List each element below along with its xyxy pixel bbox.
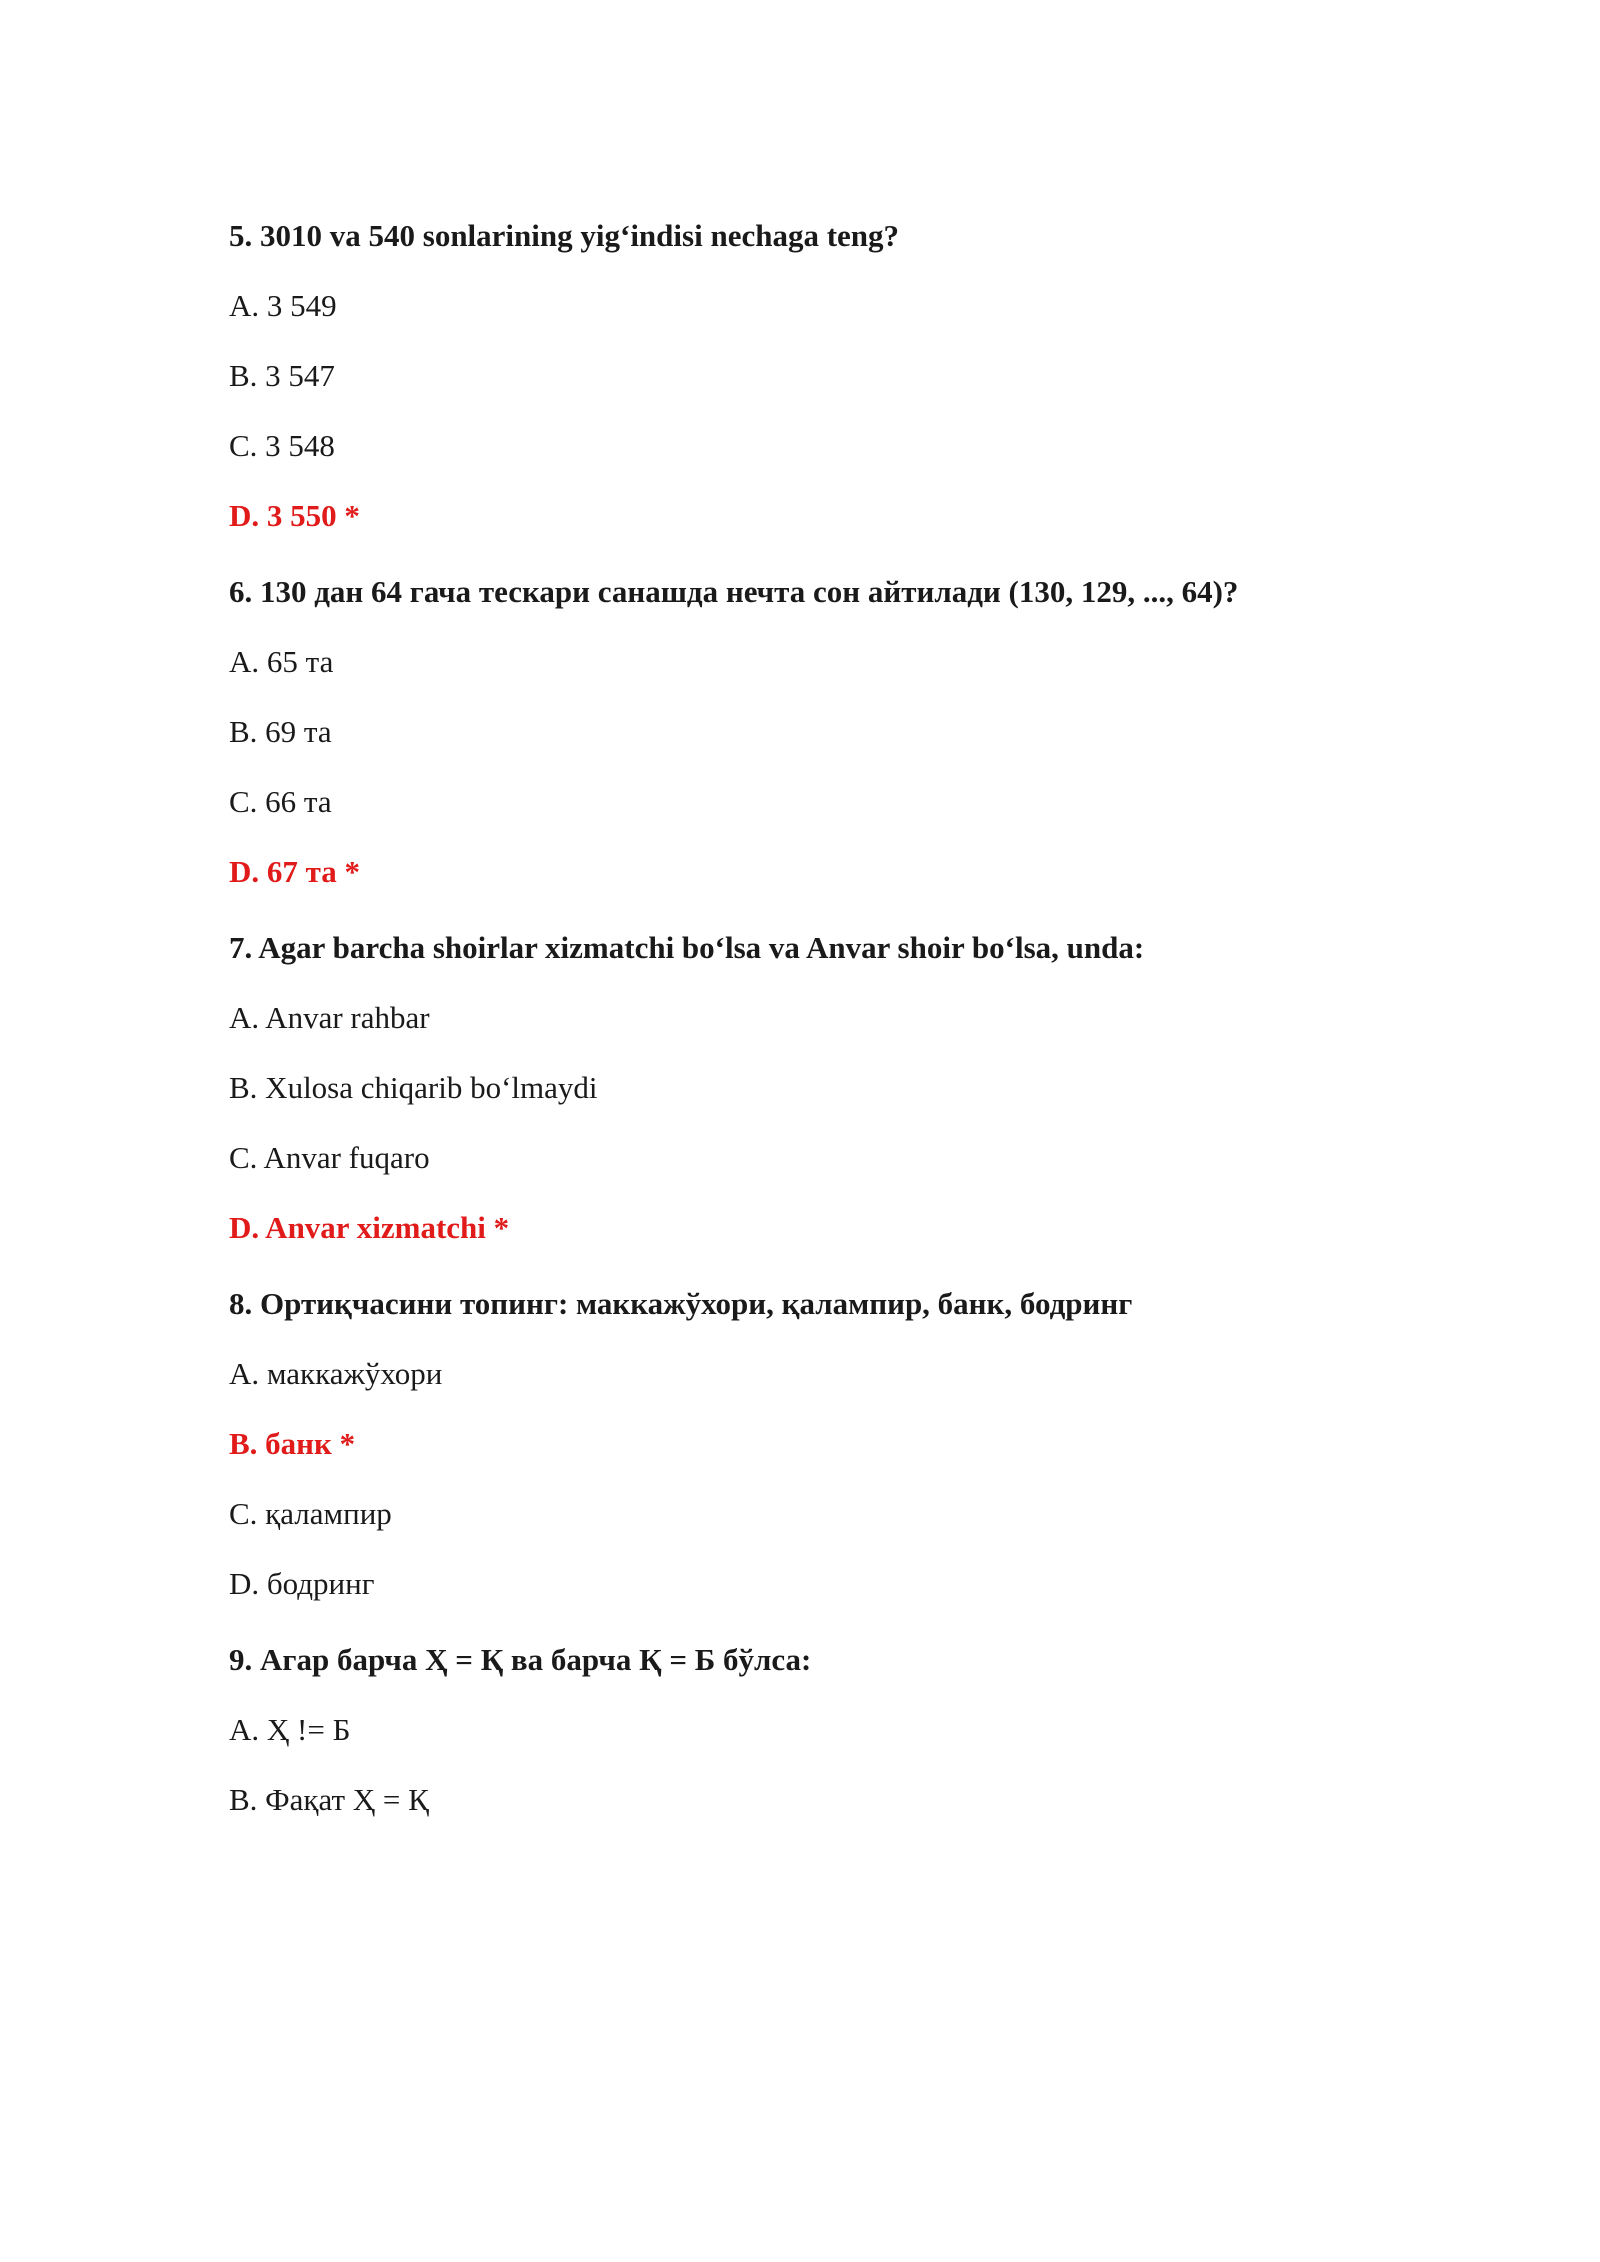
correct-answer-option-d: D. Anvar xizmatchi *	[229, 1210, 510, 1245]
answer-option-b: B. Xulosa chiqarib bo‘lmaydi	[229, 1070, 598, 1105]
answer-option-c: C. 66 та	[229, 784, 332, 819]
answer-option-b: B. 69 та	[229, 714, 332, 749]
question-9	[229, 1642, 1429, 1818]
answer-option-b: B. Фақат Ҳ = Қ	[229, 1782, 429, 1817]
answer-option-a: A. 65 та	[229, 644, 334, 679]
question-7	[229, 930, 1429, 1246]
answer-option-a: A. Ҳ != Б	[229, 1712, 351, 1747]
answer-option-a: A. 3 549	[229, 288, 337, 323]
answer-option-c: C. қалампир	[229, 1496, 392, 1531]
correct-answer-option-d: D. 67 та *	[229, 854, 360, 889]
answer-option-a: A. Anvar rahbar	[229, 1000, 430, 1035]
question-8	[229, 1286, 1429, 1602]
correct-answer-option-b: B. банк *	[229, 1426, 356, 1461]
answer-option-a: A. маккажўхори	[229, 1356, 443, 1391]
question-5	[229, 218, 1429, 534]
question-title: 6. 130 дан 64 гача тескари санашда нечта сон айтилади (130, 129, ..., 64)?	[229, 574, 1239, 609]
question-title: 8. Ортиқчасини топинг: маккажўхори, қалампир, банк, бодринг	[229, 1286, 1133, 1321]
answer-option-c: C. Anvar fuqaro	[229, 1140, 430, 1175]
question-title: 9. Агар барча Ҳ = Қ ва барча Қ = Б бўлса:	[229, 1642, 812, 1677]
question-title: 7. Agar barcha shoirlar xizmatchi bo‘lsa va Anvar shoir bo‘lsa, unda:	[229, 930, 1145, 965]
quiz-page	[229, 218, 1429, 1858]
answer-option-b: B. 3 547	[229, 358, 335, 393]
answer-option-d: D. бодринг	[229, 1566, 375, 1601]
answer-option-c: C. 3 548	[229, 428, 335, 463]
question-title: 5. 3010 va 540 sonlarining yig‘indisi nechaga teng?	[229, 218, 900, 253]
correct-answer-option-d: D. 3 550 *	[229, 498, 360, 533]
question-6	[229, 574, 1429, 890]
